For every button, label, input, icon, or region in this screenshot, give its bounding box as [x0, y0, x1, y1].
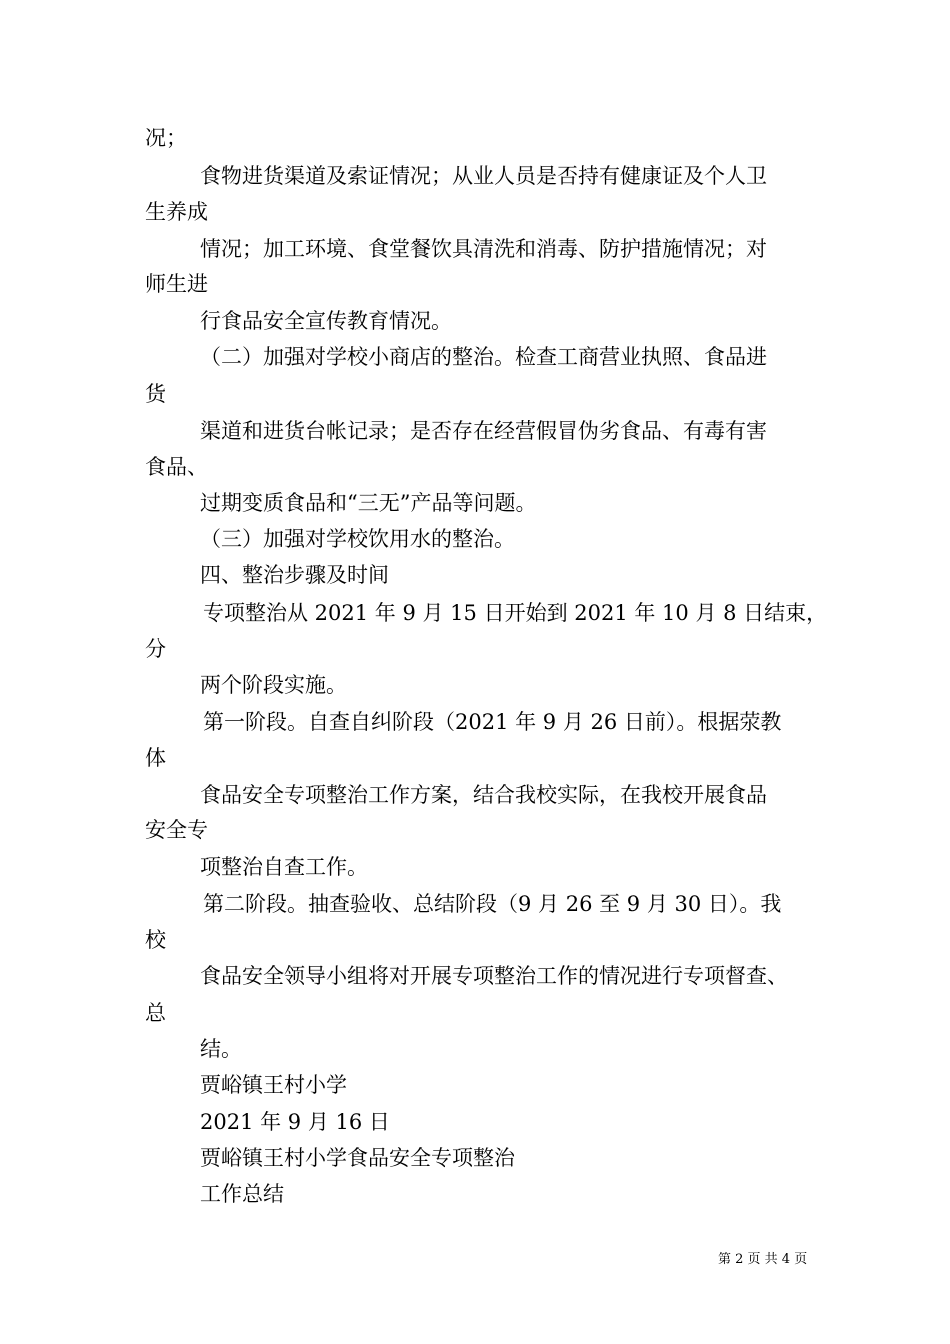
text-line: 食品、: [145, 455, 208, 479]
text-line: 两个阶段实施。: [200, 673, 347, 697]
signature-org: 贾峪镇王村小学: [200, 1073, 347, 1097]
text-line: 货: [145, 382, 166, 406]
text-line: 食品安全领导小组将对开展专项整治工作的情况进行专项督查、: [200, 964, 788, 988]
text-line: 四、整治步骤及时间: [200, 563, 389, 587]
text-line: 体: [145, 746, 166, 770]
text-line: 结。: [200, 1037, 242, 1061]
text-line: 总: [145, 1001, 166, 1025]
text-line: 分: [145, 637, 166, 661]
section-title: 贾峪镇王村小学食品安全专项整治: [200, 1146, 515, 1170]
text-line: 生养成: [145, 200, 208, 224]
text-line: 情况；加工环境、食堂餐饮具清洗和消毒、防护措施情况；对: [200, 237, 767, 261]
text-line: （二）加强对学校小商店的整治。检查工商营业执照、食品进: [200, 345, 767, 369]
text-line: 项整治自查工作。: [200, 855, 368, 879]
text-line: （三）加强对学校饮用水的整治。: [200, 527, 515, 551]
text-line: 校: [145, 928, 166, 952]
text-line: 师生进: [145, 272, 208, 296]
text-line: 第一阶段。自查自纠阶段（2021 年 9 月 26 日前）。根据荥教: [203, 710, 782, 734]
text-line: 食物进货渠道及索证情况；从业人员是否持有健康证及个人卫: [200, 164, 767, 188]
text-line: 安全专: [145, 818, 208, 842]
section-title: 工作总结: [200, 1182, 284, 1206]
text-line: 过期变质食品和“三无”产品等问题。: [200, 491, 537, 515]
text-line: 食品安全专项整治工作方案，结合我校实际，在我校开展食品: [200, 783, 767, 807]
text-line: 专项整治从 2021 年 9 月 15 日开始到 2021 年 10 月 8 日结束，: [203, 601, 828, 625]
text-line: 渠道和进货台帐记录；是否存在经营假冒伪劣食品、有毒有害: [200, 419, 767, 443]
text-line: 行食品安全宣传教育情况。: [200, 309, 452, 333]
text-line: 况；: [145, 126, 187, 150]
page-number: 第 2 页 共 4 页: [718, 1252, 808, 1267]
signature-date: 2021 年 9 月 16 日: [200, 1110, 390, 1134]
text-line: 第二阶段。抽查验收、总结阶段（9 月 26 至 9 月 30 日）。我: [203, 892, 782, 916]
